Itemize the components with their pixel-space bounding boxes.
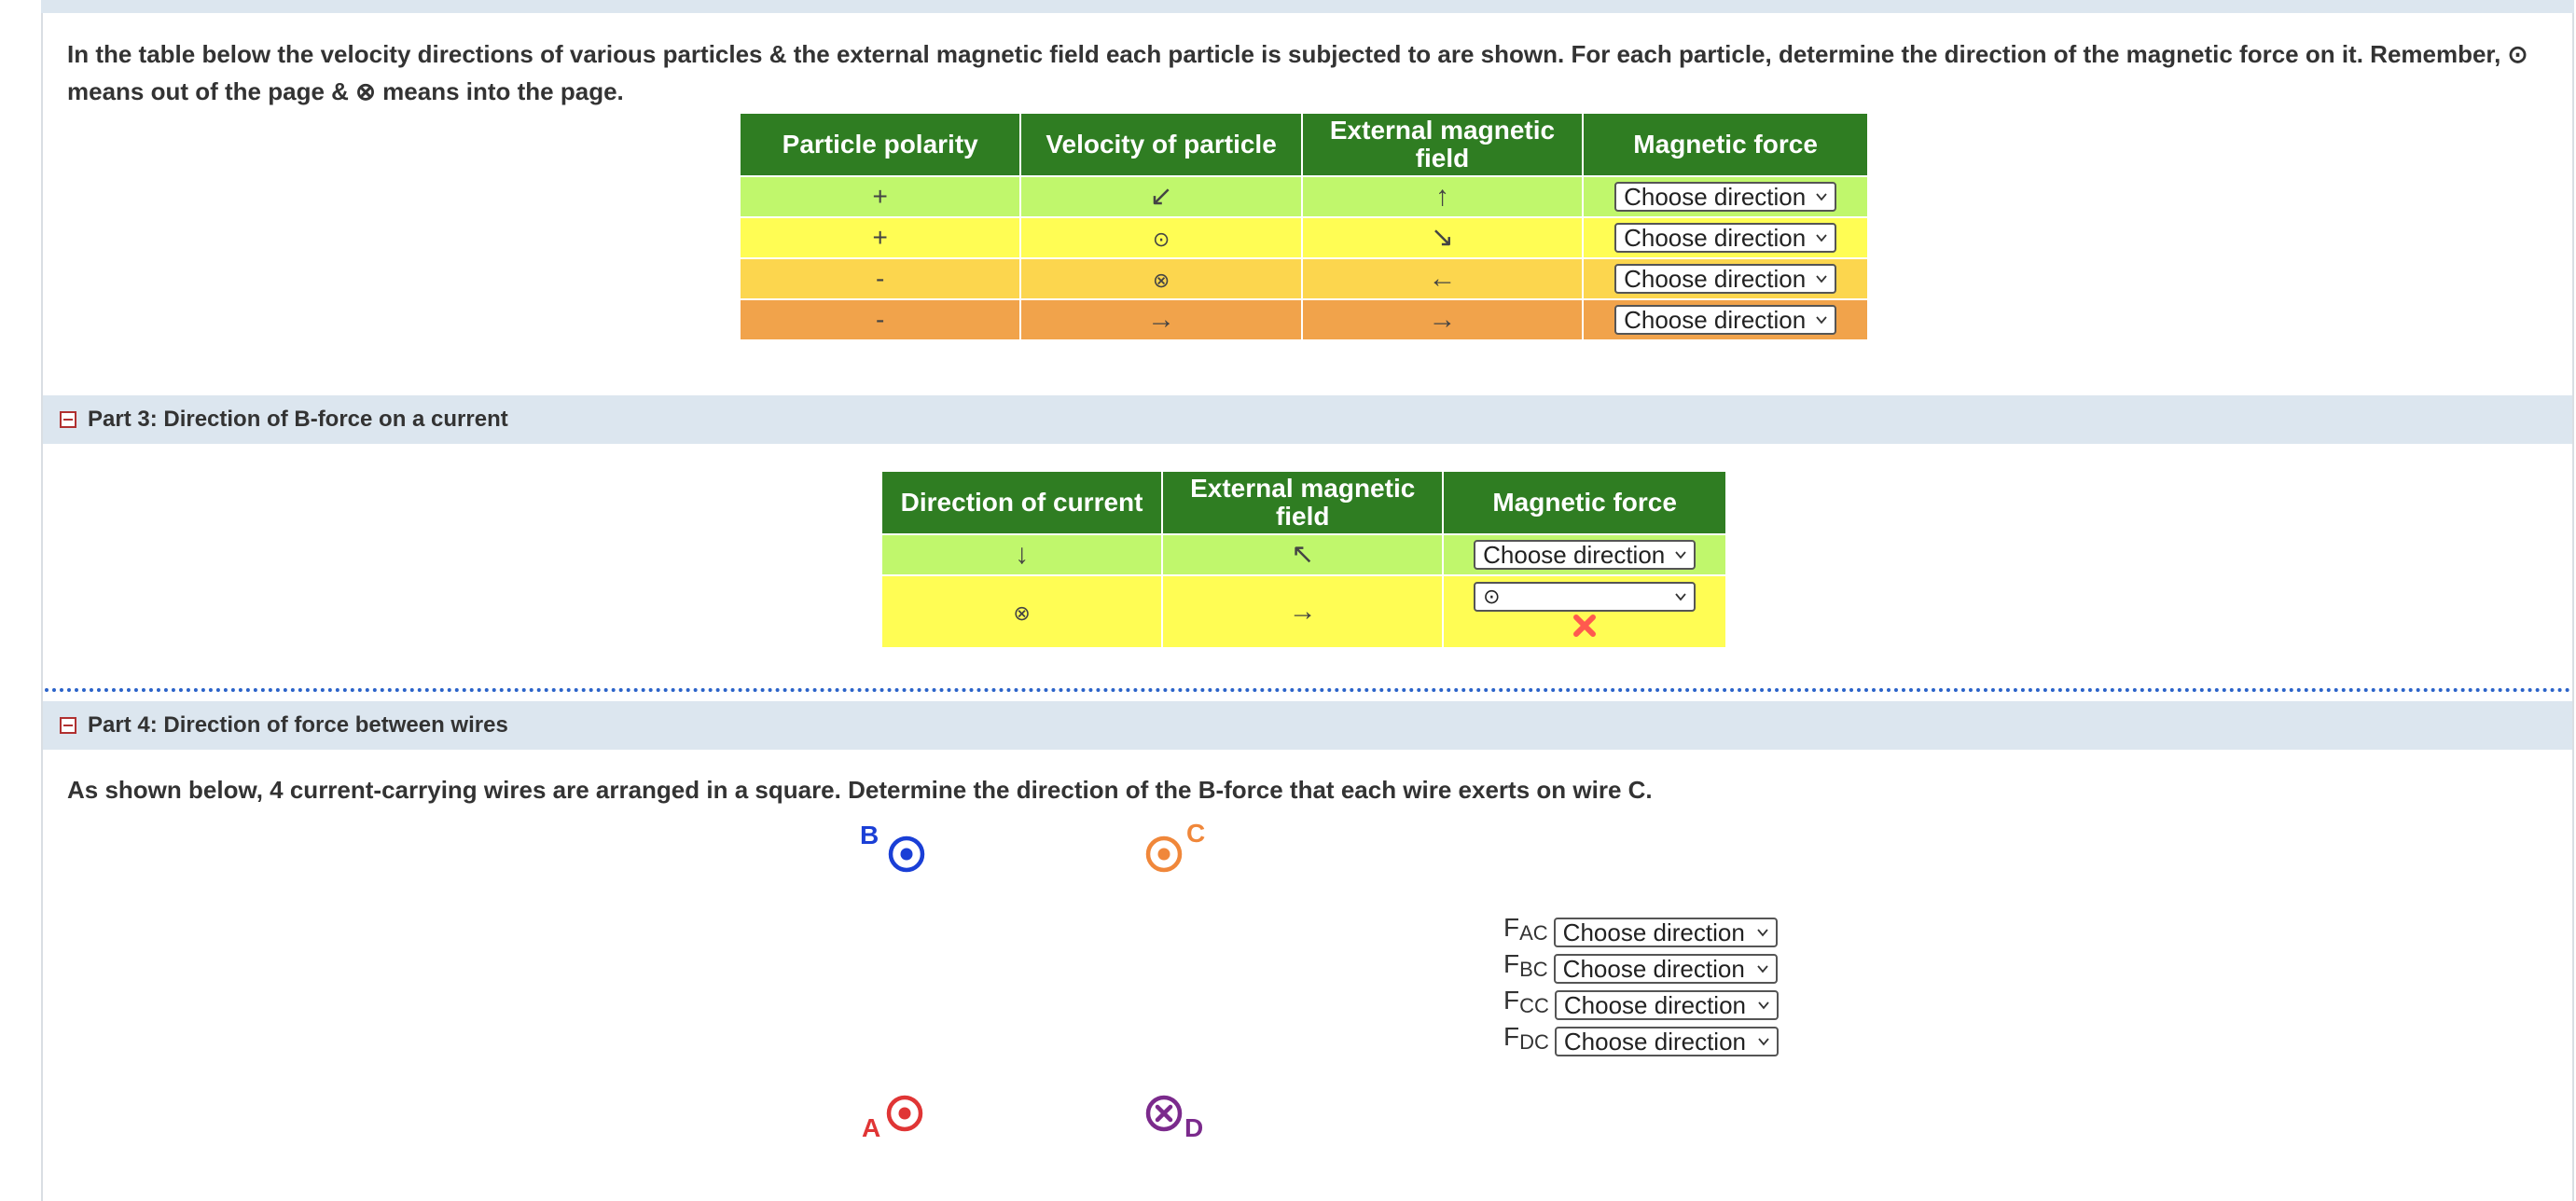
table-row bbox=[881, 534, 1726, 575]
current-out-icon bbox=[884, 1093, 925, 1134]
select-value: Choose direction bbox=[1562, 954, 1745, 983]
chevron-down-icon bbox=[1675, 591, 1686, 602]
header-magnetic-force: Magnetic force bbox=[1583, 113, 1868, 176]
field-cell bbox=[1302, 258, 1583, 299]
chevron-down-icon bbox=[1675, 549, 1686, 560]
polarity-cell: - bbox=[740, 258, 1020, 299]
table-header-row bbox=[881, 471, 1726, 534]
force-cc-row bbox=[1503, 987, 1779, 1020]
force-bc-select[interactable] bbox=[1554, 954, 1778, 984]
header-velocity: Velocity of particle bbox=[1020, 113, 1301, 176]
field-cell bbox=[1302, 299, 1583, 340]
header-direction-current: Direction of current bbox=[881, 471, 1162, 534]
wire-b-label: B bbox=[860, 821, 879, 849]
polarity-cell: + bbox=[740, 176, 1020, 217]
select-value: ⊙ bbox=[1483, 585, 1501, 608]
force-dc-row bbox=[1503, 1023, 1779, 1056]
part3-title: Part 3: Direction of B-force on a current bbox=[88, 407, 508, 432]
force-subscript: BC bbox=[1519, 958, 1548, 981]
force-select[interactable] bbox=[1614, 305, 1836, 335]
header-magnetic-force: Magnetic force bbox=[1443, 471, 1726, 534]
force-ac-label bbox=[1503, 914, 1548, 947]
table-row bbox=[740, 299, 1868, 340]
answer-status bbox=[1444, 612, 1725, 640]
current-out-icon bbox=[886, 834, 927, 875]
field-arrow: ← bbox=[1428, 263, 1457, 294]
field-arrow: ↖ bbox=[1291, 539, 1315, 570]
velocity-arrow: ↙ bbox=[1149, 181, 1173, 212]
force-select[interactable] bbox=[1474, 582, 1696, 612]
chevron-down-icon bbox=[1757, 963, 1768, 974]
field-arrow: → bbox=[1428, 304, 1457, 335]
table-row bbox=[740, 258, 1868, 299]
part4-title: Part 4: Direction of force between wires bbox=[88, 712, 508, 738]
current-out-icon bbox=[1143, 834, 1184, 875]
wire-a-label: A bbox=[862, 1113, 881, 1142]
select-value: Choose direction bbox=[1624, 223, 1807, 252]
select-value: Choose direction bbox=[1624, 264, 1807, 293]
current-force-table bbox=[880, 470, 1727, 649]
select-value: Choose direction bbox=[1624, 182, 1807, 211]
force-cell bbox=[1443, 534, 1726, 575]
wire-c-label: C bbox=[1186, 819, 1206, 848]
chevron-down-icon bbox=[1816, 314, 1827, 325]
table-row bbox=[881, 575, 1726, 648]
force-cell bbox=[1583, 217, 1868, 258]
field-arrow: ↘ bbox=[1430, 222, 1455, 253]
force-ac-select[interactable] bbox=[1554, 918, 1778, 947]
force-dc-label bbox=[1503, 1023, 1549, 1056]
section-divider bbox=[45, 688, 2572, 692]
force-cc-label bbox=[1503, 987, 1549, 1020]
current-arrow: ↓ bbox=[1015, 539, 1030, 570]
force-bc-label bbox=[1503, 950, 1548, 984]
force-select[interactable] bbox=[1614, 223, 1836, 253]
part4-header[interactable] bbox=[43, 701, 2572, 750]
chevron-down-icon bbox=[1758, 1036, 1769, 1047]
force-subscript: DC bbox=[1519, 1030, 1549, 1054]
field-arrow: ↑ bbox=[1434, 181, 1449, 212]
chevron-down-icon bbox=[1816, 273, 1827, 284]
top-section-bar bbox=[41, 0, 2574, 13]
select-value: Choose direction bbox=[1624, 305, 1807, 334]
field-cell bbox=[1302, 217, 1583, 258]
velocity-cell bbox=[1020, 176, 1301, 217]
chevron-down-icon bbox=[1816, 191, 1827, 202]
wire-d-label: D bbox=[1184, 1113, 1204, 1142]
polarity-cell: + bbox=[740, 217, 1020, 258]
field-cell bbox=[1162, 575, 1443, 648]
header-external-field: External magnetic field bbox=[1162, 471, 1443, 534]
force-ac-row bbox=[1503, 914, 1778, 947]
header-external-field: External magnetic field bbox=[1302, 113, 1583, 176]
force-subscript: AC bbox=[1519, 921, 1548, 945]
select-value: Choose direction bbox=[1483, 540, 1666, 569]
force-cc-select[interactable] bbox=[1555, 990, 1779, 1020]
part2-instructions: In the table below the velocity directions of various particles & the external magnetic field each particle is subjected to are shown. For each particle, determine the direction of the magnetic force on it. Remember, ⊙ means out of the page & ⊗ means into the page. bbox=[67, 40, 2528, 105]
force-cell bbox=[1583, 299, 1868, 340]
chevron-down-icon bbox=[1757, 927, 1768, 938]
chevron-down-icon bbox=[1816, 232, 1827, 243]
select-value: Choose direction bbox=[1562, 918, 1745, 946]
collapse-icon[interactable] bbox=[60, 717, 76, 734]
force-cell bbox=[1583, 258, 1868, 299]
force-dc-select[interactable] bbox=[1555, 1027, 1779, 1056]
force-cell bbox=[1443, 575, 1726, 648]
force-symbol: F bbox=[1503, 949, 1520, 978]
current-in-icon bbox=[1143, 1093, 1184, 1134]
field-cell bbox=[1302, 176, 1583, 217]
particle-force-table bbox=[739, 112, 1869, 341]
header-particle-polarity: Particle polarity bbox=[740, 113, 1020, 176]
polarity-cell: - bbox=[740, 299, 1020, 340]
field-cell bbox=[1162, 534, 1443, 575]
chevron-down-icon bbox=[1758, 1000, 1769, 1011]
field-arrow: → bbox=[1288, 596, 1317, 627]
force-select[interactable] bbox=[1614, 182, 1836, 212]
force-symbol: F bbox=[1503, 986, 1520, 1015]
velocity-arrow: → bbox=[1147, 304, 1176, 335]
velocity-arrow: ⊙ bbox=[1152, 227, 1170, 251]
current-cell bbox=[881, 575, 1162, 648]
velocity-arrow: ⊗ bbox=[1152, 268, 1170, 292]
force-cell bbox=[1583, 176, 1868, 217]
select-value: Choose direction bbox=[1563, 990, 1747, 1019]
select-value: Choose direction bbox=[1563, 1027, 1747, 1056]
current-cell bbox=[881, 534, 1162, 575]
part4-instructions: As shown below, 4 current-carrying wires are arranged in a square. Determine the direction of the B-force that each wire exerts on wire C. bbox=[67, 776, 1653, 804]
velocity-cell bbox=[1020, 217, 1301, 258]
force-subscript: CC bbox=[1519, 994, 1549, 1017]
table-header-row bbox=[740, 113, 1868, 176]
part3-header[interactable] bbox=[43, 395, 2572, 444]
force-bc-row bbox=[1503, 950, 1778, 984]
incorrect-x-icon bbox=[1572, 613, 1598, 639]
force-symbol: F bbox=[1503, 913, 1520, 942]
force-select[interactable] bbox=[1614, 264, 1836, 294]
force-symbol: F bbox=[1503, 1022, 1520, 1051]
table-row bbox=[740, 176, 1868, 217]
collapse-icon[interactable] bbox=[60, 411, 76, 428]
velocity-cell bbox=[1020, 258, 1301, 299]
table-row bbox=[740, 217, 1868, 258]
force-select[interactable] bbox=[1474, 540, 1696, 570]
current-symbol: ⊗ bbox=[1013, 600, 1031, 625]
velocity-cell bbox=[1020, 299, 1301, 340]
